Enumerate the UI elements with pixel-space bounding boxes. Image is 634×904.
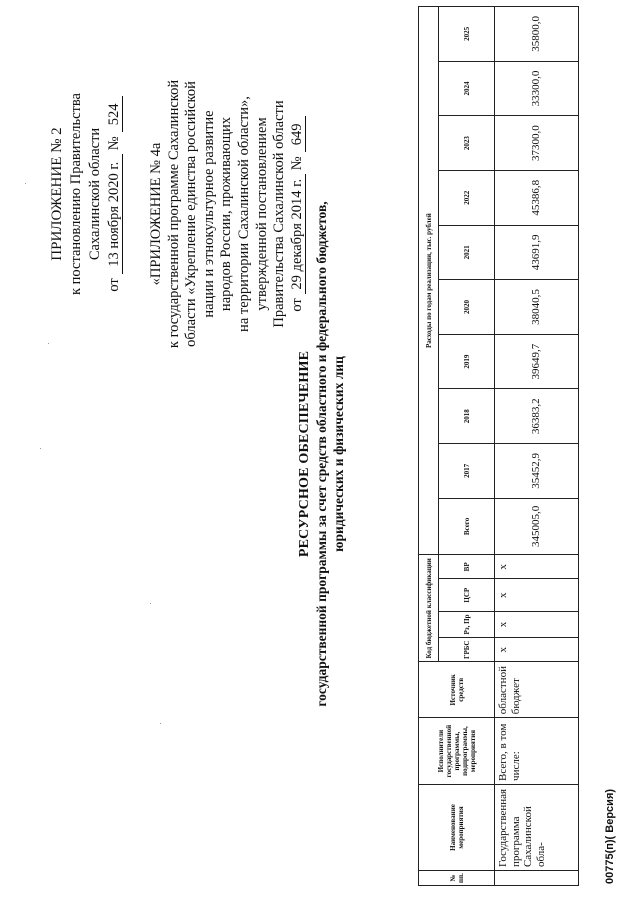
quote-line: Правительства Сахалинской области bbox=[271, 100, 288, 328]
quote-date: 29 декабря 2014 г. bbox=[289, 174, 306, 294]
header-year: 2017 bbox=[439, 444, 495, 499]
cell-num bbox=[495, 871, 579, 886]
header-year: 2018 bbox=[439, 389, 495, 444]
document-heading bbox=[296, 44, 347, 864]
from-label: от bbox=[288, 298, 305, 312]
quote-line: народов России, проживающих bbox=[218, 116, 235, 312]
header-source: Источник средств bbox=[419, 662, 495, 718]
table-row bbox=[495, 7, 579, 886]
quote-line: области «Укрепление единства российской bbox=[183, 81, 200, 347]
cell-year-value: 35800,0 bbox=[495, 7, 579, 62]
header-year: 2022 bbox=[439, 170, 495, 225]
header-budget-code: Код бюджетной классификации bbox=[419, 555, 439, 662]
appendix-line: к постановлению Правительства bbox=[68, 93, 84, 295]
from-label: от bbox=[106, 278, 122, 292]
header-year: 2020 bbox=[439, 280, 495, 335]
appendix-line: Сахалинской области bbox=[87, 127, 103, 261]
header-num: № пп. bbox=[419, 871, 495, 886]
appendix-number: 524 bbox=[106, 96, 123, 132]
header-year: 2023 bbox=[439, 116, 495, 171]
cell-executor: Всего, в том числе: bbox=[495, 718, 579, 785]
quote-line: нации и этнокультурное развитие bbox=[200, 110, 217, 318]
header-expenses: Расходы по годам реализации, тыс. рублей bbox=[419, 7, 439, 555]
cell-year-value: 43691,9 bbox=[495, 225, 579, 280]
heading-line: юридических и физических лиц bbox=[331, 356, 346, 552]
header-name: Наименование мероприятия bbox=[419, 784, 495, 870]
quote-line: утвержденной постановлением bbox=[253, 117, 270, 311]
scan-speck bbox=[40, 448, 41, 449]
resource-table bbox=[418, 6, 579, 886]
header-executor: Исполнители государственной программы, подпрограммы, мероприятия bbox=[419, 718, 495, 785]
appendix-title: ПРИЛОЖЕНИЕ № 2 bbox=[49, 127, 65, 261]
cell-year-value: 33300,0 bbox=[495, 61, 579, 116]
header-year: 2024 bbox=[439, 61, 495, 116]
header-year: 2019 bbox=[439, 334, 495, 389]
number-label: № bbox=[106, 136, 122, 151]
appendix-date: 13 ноября 2020 г. bbox=[106, 154, 123, 274]
header-rzpr: Рз, Пр bbox=[439, 611, 495, 637]
header-grbs: ГРБС bbox=[439, 638, 495, 662]
header-vr: ВР bbox=[439, 555, 495, 579]
quote-line: «ПРИЛОЖЕНИЕ № 4а bbox=[148, 142, 164, 286]
header-year: 2021 bbox=[439, 225, 495, 280]
scan-speck bbox=[150, 603, 151, 604]
heading-title: РЕСУРСНОЕ ОБЕСПЕЧЕНИЕ bbox=[297, 350, 312, 558]
cell-name: Государственная программа Сахалинской обла- bbox=[495, 784, 579, 870]
cell-year-value: 36383,2 bbox=[495, 389, 579, 444]
document-footer-code: 00775(п)( Версия) bbox=[604, 788, 616, 884]
cell-source: областной бюджет bbox=[495, 662, 579, 718]
number-label: № bbox=[288, 156, 305, 171]
cell-grbs: х bbox=[495, 638, 579, 662]
cell-year-value: 35452,9 bbox=[495, 444, 579, 499]
cell-rzpr: х bbox=[495, 611, 579, 637]
cell-year-value: 45386,8 bbox=[495, 170, 579, 225]
heading-line: государственной программы за счет средств областного и федерального бюджетов, bbox=[314, 201, 329, 707]
program-appendix-block bbox=[148, 44, 306, 384]
scan-speck bbox=[160, 723, 161, 724]
cell-year-value: 38040,5 bbox=[495, 280, 579, 335]
cell-vr: х bbox=[495, 555, 579, 579]
scan-speck bbox=[25, 183, 26, 184]
header-total: Всего bbox=[439, 498, 495, 555]
quote-line: к государственной программе Сахалинской bbox=[165, 79, 182, 349]
cell-year-value: 37300,0 bbox=[495, 116, 579, 171]
quote-line: на территории Сахалинской области», bbox=[235, 96, 252, 332]
header-year: 2025 bbox=[439, 7, 495, 62]
cell-year-value: 39649,7 bbox=[495, 334, 579, 389]
header-csr: ЦСР bbox=[439, 579, 495, 611]
appendix-date-row bbox=[105, 44, 124, 344]
cell-csr: х bbox=[495, 579, 579, 611]
quote-number: 649 bbox=[289, 116, 306, 152]
appendix-block bbox=[48, 44, 124, 344]
cell-total: 345005,0 bbox=[495, 498, 579, 555]
